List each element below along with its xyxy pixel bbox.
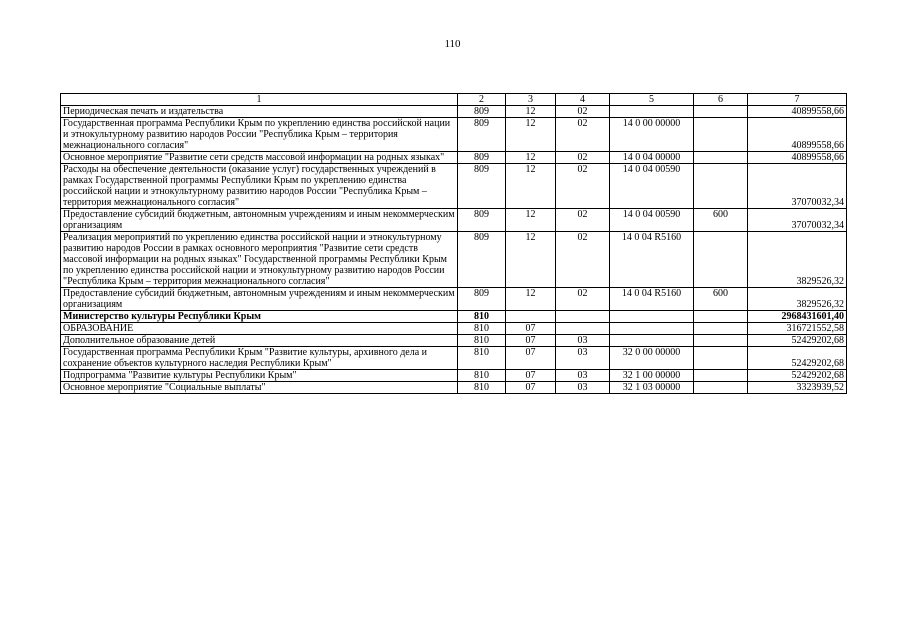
- header-col-7: 7: [748, 94, 847, 106]
- row-target-article-cell: 32 0 00 00000: [610, 347, 694, 370]
- row-admin-code-cell: 810: [458, 370, 506, 382]
- row-name-cell: Государственная программа Республики Крым по укреплению единства российской нации и этнокультурному развитию народов России "Республика Крым – территория межнационального согласия": [61, 118, 458, 152]
- row-name-cell: Основное мероприятие "Развитие сети средств массовой информации на родных языках": [61, 152, 458, 164]
- row-subsection-cell: 03: [556, 347, 610, 370]
- row-target-article-cell: [610, 106, 694, 118]
- row-expense-type-cell: [694, 311, 748, 323]
- table-row: [61, 164, 847, 209]
- row-name-cell: Министерство культуры Республики Крым: [61, 311, 458, 323]
- row-admin-code-cell: 809: [458, 209, 506, 232]
- table-row: [61, 232, 847, 288]
- row-target-article-cell: 14 0 00 00000: [610, 118, 694, 152]
- row-subsection-cell: 03: [556, 335, 610, 347]
- row-section-cell: 07: [506, 335, 556, 347]
- row-section-cell: 12: [506, 209, 556, 232]
- row-target-article-cell: 32 1 00 00000: [610, 370, 694, 382]
- table-row: [61, 288, 847, 311]
- table-row: [61, 347, 847, 370]
- budget-table: [60, 93, 847, 394]
- row-expense-type-cell: [694, 323, 748, 335]
- table-row: [61, 335, 847, 347]
- table-row: [61, 106, 847, 118]
- table-row: [61, 311, 847, 323]
- row-subsection-cell: 02: [556, 152, 610, 164]
- row-target-article-cell: 14 0 04 00590: [610, 164, 694, 209]
- row-amount-cell: 2968431601,40: [748, 311, 847, 323]
- row-expense-type-cell: [694, 106, 748, 118]
- row-section-cell: 12: [506, 152, 556, 164]
- row-section-cell: 07: [506, 347, 556, 370]
- row-expense-type-cell: [694, 152, 748, 164]
- row-admin-code-cell: 809: [458, 288, 506, 311]
- row-name-cell: Основное мероприятие "Социальные выплаты": [61, 382, 458, 394]
- row-amount-cell: 52429202,68: [748, 347, 847, 370]
- row-expense-type-cell: 600: [694, 209, 748, 232]
- row-section-cell: 07: [506, 382, 556, 394]
- page-number: 110: [444, 38, 461, 50]
- row-section-cell: 07: [506, 370, 556, 382]
- row-subsection-cell: 03: [556, 370, 610, 382]
- header-col-4: 4: [556, 94, 610, 106]
- row-expense-type-cell: [694, 382, 748, 394]
- row-subsection-cell: 02: [556, 164, 610, 209]
- row-name-cell: Государственная программа Республики Крым "Развитие культуры, архивного дела и сохранение объектов культурного наследия Республики Крым": [61, 347, 458, 370]
- row-subsection-cell: 02: [556, 106, 610, 118]
- row-amount-cell: 40899558,66: [748, 106, 847, 118]
- row-admin-code-cell: 810: [458, 335, 506, 347]
- row-section-cell: 12: [506, 164, 556, 209]
- row-admin-code-cell: 809: [458, 106, 506, 118]
- row-section-cell: 12: [506, 288, 556, 311]
- row-target-article-cell: 14 0 04 00000: [610, 152, 694, 164]
- row-subsection-cell: 02: [556, 232, 610, 288]
- table-row: [61, 118, 847, 152]
- row-section-cell: 12: [506, 106, 556, 118]
- row-amount-cell: 316721552,58: [748, 323, 847, 335]
- row-section-cell: 07: [506, 323, 556, 335]
- row-target-article-cell: [610, 311, 694, 323]
- row-name-cell: Подпрограмма "Развитие культуры Республики Крым": [61, 370, 458, 382]
- row-name-cell: Дополнительное образование детей: [61, 335, 458, 347]
- table-row: [61, 152, 847, 164]
- header-col-2: 2: [458, 94, 506, 106]
- row-section-cell: 12: [506, 118, 556, 152]
- row-name-cell: ОБРАЗОВАНИЕ: [61, 323, 458, 335]
- row-admin-code-cell: 810: [458, 311, 506, 323]
- row-target-article-cell: 32 1 03 00000: [610, 382, 694, 394]
- row-expense-type-cell: [694, 164, 748, 209]
- row-admin-code-cell: 809: [458, 118, 506, 152]
- table-row: [61, 323, 847, 335]
- row-admin-code-cell: 809: [458, 152, 506, 164]
- row-admin-code-cell: 810: [458, 347, 506, 370]
- row-admin-code-cell: 810: [458, 323, 506, 335]
- row-section-cell: 12: [506, 232, 556, 288]
- row-admin-code-cell: 809: [458, 164, 506, 209]
- row-name-cell: Предоставление субсидий бюджетным, автономным учреждениям и иным некоммерческим организациям: [61, 209, 458, 232]
- row-amount-cell: 40899558,66: [748, 118, 847, 152]
- row-subsection-cell: 02: [556, 209, 610, 232]
- table-row: [61, 209, 847, 232]
- row-amount-cell: 52429202,68: [748, 335, 847, 347]
- table-header-row: [61, 94, 847, 106]
- row-amount-cell: 3829526,32: [748, 288, 847, 311]
- table-row: [61, 370, 847, 382]
- row-expense-type-cell: [694, 232, 748, 288]
- row-amount-cell: 3323939,52: [748, 382, 847, 394]
- row-subsection-cell: 03: [556, 382, 610, 394]
- row-amount-cell: 37070032,34: [748, 209, 847, 232]
- row-subsection-cell: 02: [556, 118, 610, 152]
- row-target-article-cell: 14 0 04 R5160: [610, 232, 694, 288]
- row-amount-cell: 40899558,66: [748, 152, 847, 164]
- row-name-cell: Реализация мероприятий по укреплению единства российской нации и этнокультурному развитию народов России в рамках основного мероприятия "Развитие сети средств массовой информации на родных языках" Государственной программы Республики Крым по укреплению единства российской нации и этнокультурному развитию народов России "Республика Крым – территория межнационального согласия": [61, 232, 458, 288]
- header-col-6: 6: [694, 94, 748, 106]
- table-row: [61, 382, 847, 394]
- header-col-3: 3: [506, 94, 556, 106]
- row-expense-type-cell: [694, 347, 748, 370]
- row-admin-code-cell: 810: [458, 382, 506, 394]
- row-target-article-cell: 14 0 04 00590: [610, 209, 694, 232]
- row-name-cell: Предоставление субсидий бюджетным, автономным учреждениям и иным некоммерческим организациям: [61, 288, 458, 311]
- header-col-5: 5: [610, 94, 694, 106]
- row-name-cell: Периодическая печать и издательства: [61, 106, 458, 118]
- row-expense-type-cell: [694, 335, 748, 347]
- row-expense-type-cell: [694, 370, 748, 382]
- row-amount-cell: 52429202,68: [748, 370, 847, 382]
- row-section-cell: [506, 311, 556, 323]
- row-target-article-cell: [610, 323, 694, 335]
- row-subsection-cell: 02: [556, 288, 610, 311]
- row-name-cell: Расходы на обеспечение деятельности (оказание услуг) государственных учреждений в рамках Государственной программы Республики Крым по укреплению единства российской нации и этнокультурному развитию народов России "Республика Крым – территория межнационального согласия": [61, 164, 458, 209]
- row-amount-cell: 37070032,34: [748, 164, 847, 209]
- row-subsection-cell: [556, 311, 610, 323]
- row-expense-type-cell: [694, 118, 748, 152]
- row-amount-cell: 3829526,32: [748, 232, 847, 288]
- row-target-article-cell: [610, 335, 694, 347]
- row-admin-code-cell: 809: [458, 232, 506, 288]
- row-target-article-cell: 14 0 04 R5160: [610, 288, 694, 311]
- header-col-1: 1: [61, 94, 458, 106]
- row-subsection-cell: [556, 323, 610, 335]
- row-expense-type-cell: 600: [694, 288, 748, 311]
